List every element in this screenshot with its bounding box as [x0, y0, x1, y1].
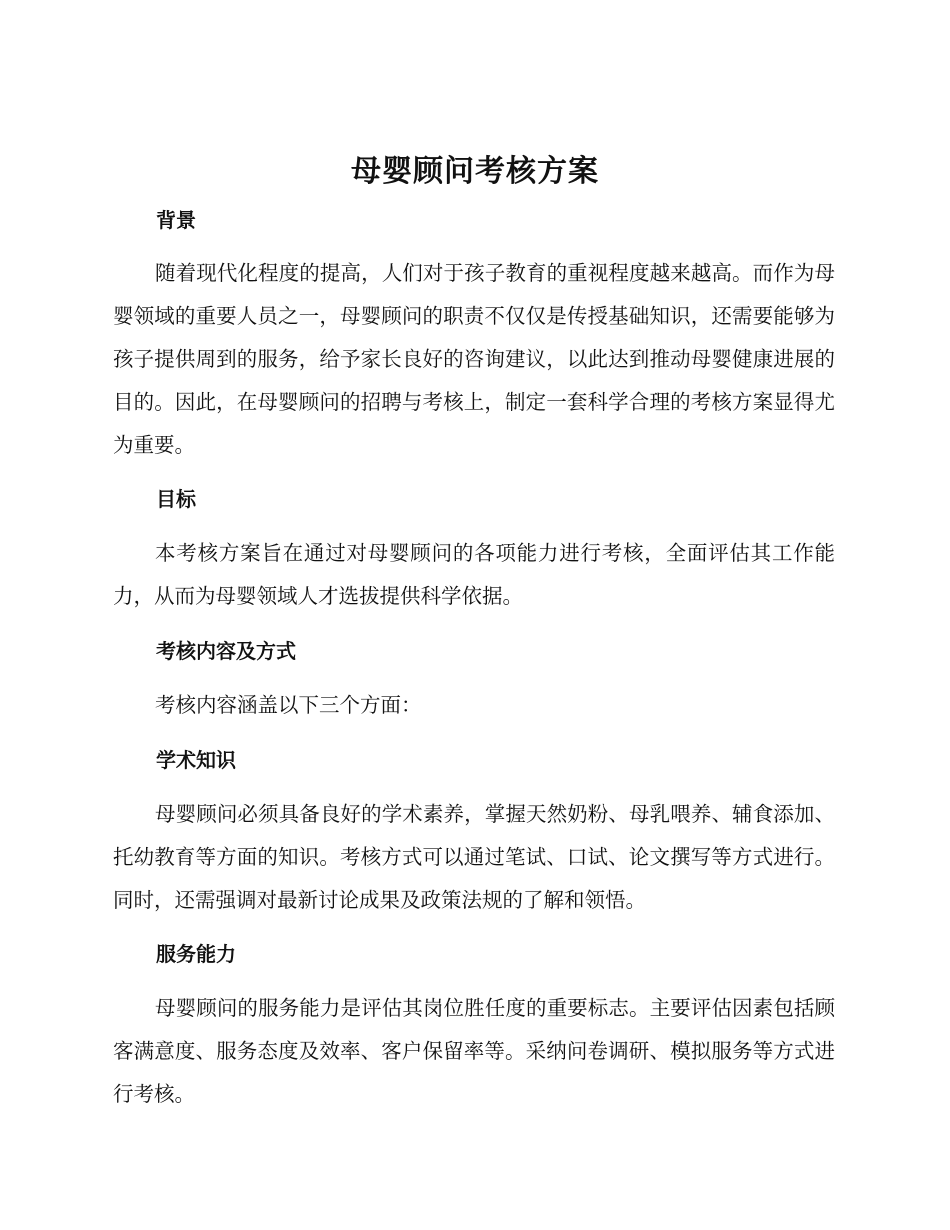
section-heading-background: 背景 [156, 208, 196, 232]
section-heading-goal: 目标 [156, 487, 196, 511]
section-paragraph-service-ability: 母婴顾问的服务能力是评估其岗位胜任度的重要标志。主要评估因素包括顾客满意度、服务态度及效率、客户保留率等。采纳问卷调研、模拟服务等方式进行考核。 [113, 996, 835, 1106]
section-heading-content-method: 考核内容及方式 [156, 639, 296, 663]
section-paragraph-goal: 本考核方案旨在通过对母婴顾问的各项能力进行考核，全面评估其工作能力，从而为母婴领域人才选拔提供科学依据。 [113, 541, 835, 608]
section-heading-academic-knowledge: 学术知识 [156, 748, 236, 772]
section-heading-service-ability: 服务能力 [156, 942, 236, 966]
section-paragraph-background: 随着现代化程度的提高，人们对于孩子教育的重视程度越来越高。而作为母婴领域的重要人员之一，母婴顾问的职责不仅仅是传授基础知识，还需要能够为孩子提供周到的服务，给予家长良好的咨询建议，以此达到推动母婴健康进展的目的。因此，在母婴顾问的招聘与考核上，制定一套科学合理的考核方案显得尤为重要。 [113, 261, 835, 457]
document-title: 母婴顾问考核方案 [351, 154, 599, 189]
section-paragraph-academic-knowledge: 母婴顾问必须具备良好的学术素养，掌握天然奶粉、母乳喂养、辅食添加、托幼教育等方面的知识。考核方式可以通过笔试、口试、论文撰写等方式进行。同时，还需强调对最新讨论成果及政策法规的了解和领悟。 [113, 802, 835, 912]
section-paragraph-content-method: 考核内容涵盖以下三个方面： [155, 693, 422, 717]
